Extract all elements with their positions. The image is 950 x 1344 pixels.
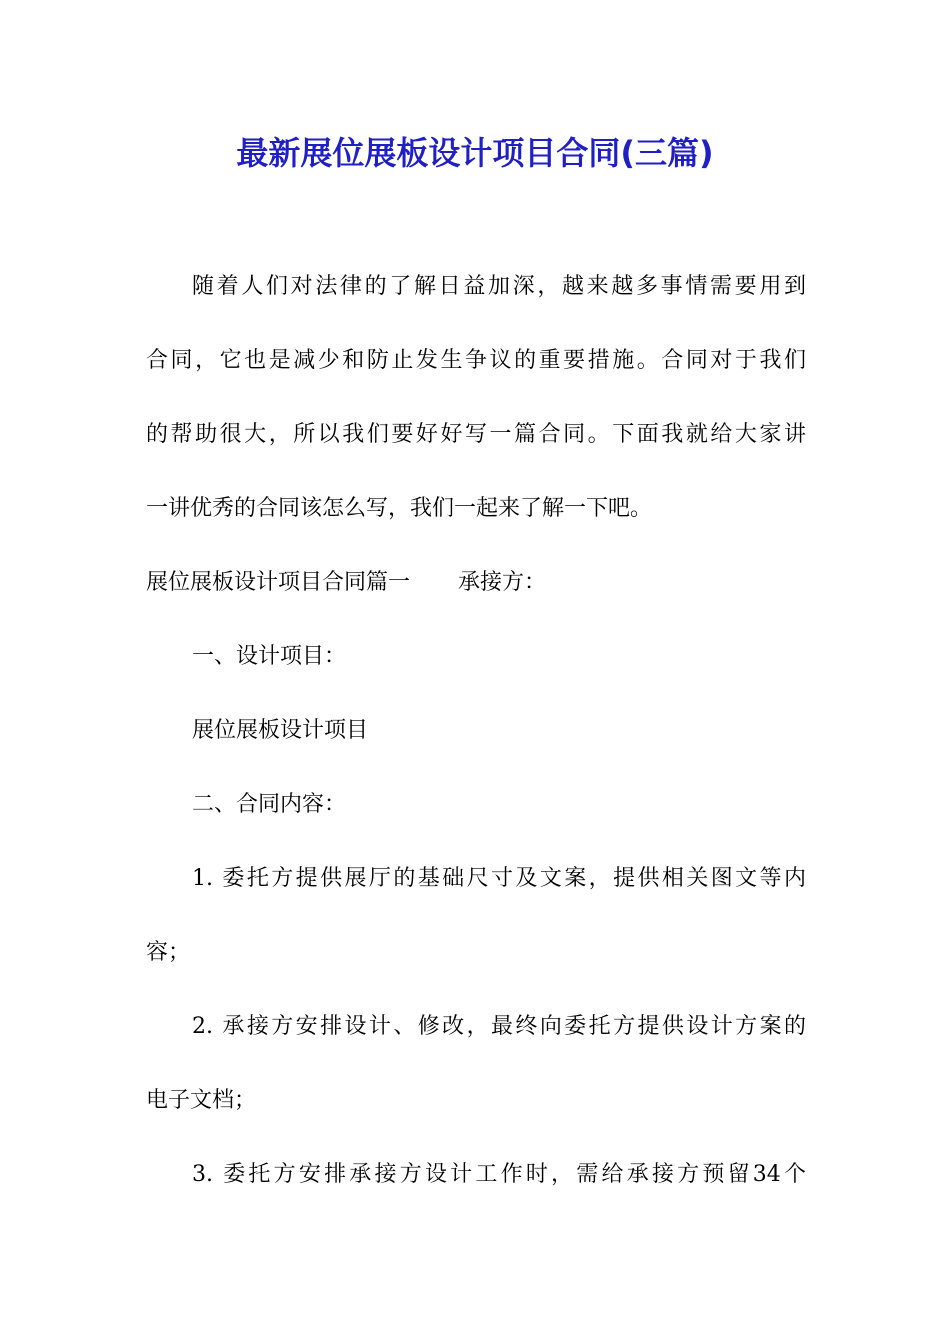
intro-line-4: 一讲优秀的合同该怎么写，我们一起来了解一下吧。: [146, 496, 653, 521]
item-1-heading: 一、设计项目：: [192, 644, 347, 669]
clause-1-line-1: 1. 委托方提供展厅的基础尺寸及文案，提供相关图文等内: [192, 866, 806, 891]
contractor-label: 承接方：: [458, 570, 547, 595]
document-title: 最新展位展板设计项目合同(三篇): [236, 134, 714, 172]
clause-3-line-1: 3. 委托方安排承接方设计工作时，需给承接方预留34个: [192, 1162, 806, 1187]
clause-2-line-1: 2. 承接方安排设计、修改，最终向委托方提供设计方案的: [192, 1014, 806, 1039]
item-2-heading: 二、合同内容：: [192, 792, 347, 817]
intro-line-1: 随着人们对法律的了解日益加深，越来越多事情需要用到: [192, 274, 806, 299]
document-body: [146, 250, 806, 1212]
clause-2-line-2: 电子文档；: [146, 1088, 257, 1113]
section-heading-line: [146, 546, 806, 620]
intro-line-2: 合同，它也是减少和防止发生争议的重要措施。合同对于我们: [146, 348, 806, 373]
item-1-value: 展位展板设计项目: [192, 718, 369, 743]
clause-1-line-2: 容；: [146, 940, 191, 965]
section-heading: 展位展板设计项目合同篇一: [146, 570, 411, 595]
intro-line-3: 的帮助很大，所以我们要好好写一篇合同。下面我就给大家讲: [146, 422, 806, 447]
